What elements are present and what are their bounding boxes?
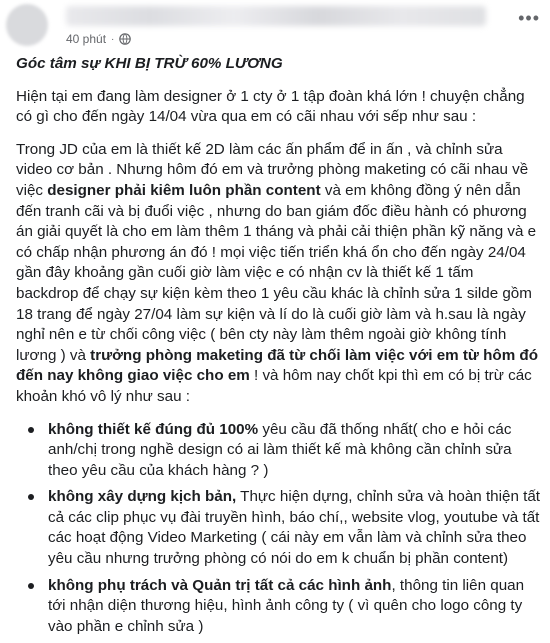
bold-segment: trưởng phòng maketing đã từ chối làm việc với em từ hôm đó đến nay không giao việc cho em xyxy=(16,346,538,385)
list-item-text: yêu cầu đã thống nhất( cho e hỏi các anh/chị trong nghề design có ai làm thiết kế mà không cần chỉnh sửa theo yêu cầu của khách hàng ? ) xyxy=(48,420,512,479)
avatar[interactable] xyxy=(6,4,48,46)
list-item-bold: không xây dựng kịch bản, xyxy=(48,488,237,506)
list-item xyxy=(48,487,540,569)
text-segment: Trong JD của em là thiết kế 2D làm các ấn phẩm để in ấn , và chỉnh sửa video cơ bản . Nhưng hôm đó em và trưởng phòng maketing có cãi nhau về việc xyxy=(16,140,529,199)
paragraph-intro: Hiện tại em đang làm designer ở 1 cty ở 1 tập đoàn khá lớn ! chuyện chẳng có gì cho đến ngày 14/04 vừa qua em có cãi nhau với sếp như sau : xyxy=(16,87,525,126)
separator-dot: · xyxy=(111,33,115,45)
list-item-text: Thực hiện dựng, chỉnh sửa và hoàn thiện tất cả các clip phục vụ đài truyền hình, báo chí,, website vlog, youtube và tất các hoạt động Video Marketing ( cái này em vẫn làm và chỉnh sửa theo yêu cầu nhưng trưởng phòng có nói do em k chuẩn bị phần content) xyxy=(48,488,541,568)
author-name-redacted[interactable] xyxy=(66,6,486,26)
bold-segment: designer phải kiêm luôn phần content xyxy=(47,181,321,199)
list-item-bold: không thiết kế đúng đủ 100% xyxy=(48,420,259,438)
list-item-bold: không phụ trách và Quản trị tất cả các hình ảnh xyxy=(48,576,392,594)
post-meta xyxy=(66,30,131,48)
text-segment: ! và hôm nay chốt kpi thì em có bị trừ các khoản khó vô lý như sau : xyxy=(16,367,532,405)
paragraph-story xyxy=(16,140,540,408)
text-segment: và em không đồng ý nên dẫn đến tranh cãi và bị đuổi việc , nhưng do ban giám đốc điều hành có phương án giải quyết là cho em làm thêm 1 tháng và phải cải thiện phần kỹ năng và e có chấp nhận phương án đó ! mọi việc tiến triển khá ổn cho đến ngày 24/04 gần đây khoảng gần cuối giờ làm việc e có nhận cv là thiết kế 1 tấm backdrop để chạy sự kiện kèm theo 1 yêu cầu khác là chỉnh sửa 1 silde gồm 18 trang để ngày 27/04 làm sự kiện và lí do là cuối giờ làm và h.sau là ngày nghỉ nên e từ chối công việc ( bên cty này làm thêm ngoài giờ không tính lương ) và xyxy=(16,181,537,364)
more-options-icon[interactable]: ••• xyxy=(518,8,540,28)
list-item xyxy=(48,420,540,482)
deduction-list xyxy=(8,420,540,638)
list-item-text: , thông tin liên quan tới nhận diện thương hiệu, hình ảnh công ty ( vì quên cho logo công ty vào phần e chỉnh sửa ) xyxy=(48,576,525,635)
globe-icon[interactable] xyxy=(119,33,131,45)
post-title: Góc tâm sự KHI BỊ TRỪ 60% LƯƠNG xyxy=(16,55,283,72)
list-item xyxy=(48,576,540,638)
post-header xyxy=(0,0,550,52)
post-body xyxy=(8,54,540,643)
post-timestamp[interactable]: 40 phút xyxy=(66,32,107,46)
